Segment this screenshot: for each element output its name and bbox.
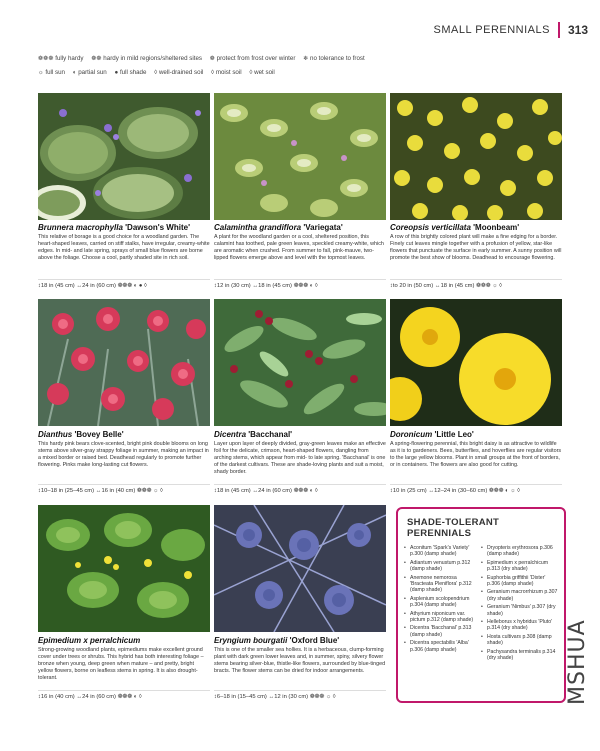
list-item: • Epimedium x perralchicum p.313 (dry shade) bbox=[481, 560, 558, 573]
plant-name bbox=[38, 223, 210, 233]
plant-name bbox=[38, 430, 210, 440]
plant-stats: ↕18 in (45 cm) ↔24 in (60 cm) ❁❁❁ ◐ ● ◊ bbox=[38, 279, 210, 289]
plant-genus: Brunnera macrophylla bbox=[38, 223, 123, 232]
entry-epimedium bbox=[38, 636, 210, 682]
plant-stats: ↕16 in (40 cm) ↔24 in (60 cm) ❁❁❁ ◐ ◊ bbox=[38, 690, 210, 700]
list-item: • Athyrium niponicum var. pictum p.312 (damp shade) bbox=[404, 611, 481, 624]
entry-calamintha bbox=[214, 223, 386, 262]
list-item: • Aconitum 'Spark's Variety' p.300 (damp shade) bbox=[404, 545, 481, 558]
list-item: • Dicentra spectabilis 'Alba' p.306 (damp shade) bbox=[404, 640, 481, 653]
plant-stats: ↕10 in (25 cm) ↔12–24 in (30–60 cm) ❁❁❁ ◐ ☼ ◊ bbox=[390, 484, 562, 494]
list-item: • Pachysandra terminalis p.314 (dry shade) bbox=[481, 649, 558, 662]
key-full-sun: ☼ full sun bbox=[38, 69, 65, 76]
key-wet-soil: ◊ wet soil bbox=[249, 69, 275, 76]
list-item: • Asplenium scolopendrium p.304 (damp shade) bbox=[404, 596, 481, 609]
plant-cultivar: 'Moonbeam' bbox=[473, 223, 520, 232]
coreopsis-photo bbox=[390, 93, 562, 220]
entry-doronicum bbox=[390, 430, 562, 469]
plant-stats: ↕to 20 in (50 cm) ↔18 in (45 cm) ❁❁❁ ☼ ◊ bbox=[390, 279, 562, 289]
plant-genus: Doronicum bbox=[390, 430, 433, 439]
epimedium-photo bbox=[38, 505, 210, 632]
dianthus-photo bbox=[38, 299, 210, 426]
panel-columns bbox=[398, 545, 564, 664]
list-item: • Anemone nemorosa 'Bracteata Pleniflora' p.312 (damp shade) bbox=[404, 575, 481, 594]
plant-description: Strong-growing woodland plants, epimediums make excellent ground cover under trees or shrubs. This hybrid has both interesting foliage – bronze when young, deep green when mature – and pretty, bright yellow flowers, borne on leafless stems in spring. It is also drought-tolerant. bbox=[38, 647, 204, 682]
shade-tolerant-panel bbox=[396, 507, 566, 703]
plant-name bbox=[214, 223, 386, 233]
entry-dicentra bbox=[214, 430, 386, 476]
key-hardy-mild: ❁❁ hardy in mild regions/sheltered sites bbox=[91, 55, 203, 62]
plant-description: This is one of the smaller sea hollies. It is a herbaceous, clump-forming plant with dark green lower leaves and, in summer, spiny, silvery flower stems bearing silver-blue, thistle-like flowers, surrounded by blue-tinged bracts. The flower stems can be dried for indoor arrangements. bbox=[214, 647, 386, 675]
key-full-shade: ● full shade bbox=[114, 69, 147, 76]
plant-description: This relative of borage is a good choice for a woodland garden. The heart-shaped leaves, carried on stiff stalks, have irregular, creamy-white edges. In mid- and late spring, sprays of small blue flowers are borne above the foliage. Choose a cool, partly shaded site in rich soil. bbox=[38, 234, 210, 262]
panel-list-left bbox=[404, 545, 481, 664]
watermark: MSHUA bbox=[565, 619, 590, 705]
list-item: • Dicentra 'Bacchanal' p.313 (damp shade) bbox=[404, 625, 481, 638]
entry-dianthus bbox=[38, 430, 210, 469]
brunnera-photo bbox=[38, 93, 210, 220]
plant-name bbox=[390, 430, 562, 440]
plant-description: Layer upon layer of deeply divided, gray-green leaves make an effective foil for the delicate, crimson, heart-shaped flowers, dangling from arching stems, which appear from mid- to late spring. 'Bacchanal' is one of the darkest cultivars. These are shade-loving plants and suit a moist, shady border. bbox=[214, 441, 386, 476]
plant-cultivar: 'Oxford Blue' bbox=[289, 636, 340, 645]
list-item: • Dryopteris erythrosora p.306 (damp shade) bbox=[481, 545, 558, 558]
key-fully-hardy: ❁❁❁ fully hardy bbox=[38, 55, 84, 62]
entry-eryngium bbox=[214, 636, 386, 675]
doronicum-photo bbox=[390, 299, 562, 426]
plant-cultivar: 'Little Leo' bbox=[434, 430, 474, 439]
plant-name bbox=[38, 636, 210, 646]
plant-genus: Coreopsis verticillata bbox=[390, 223, 471, 232]
key-well-drained: ◊ well-drained soil bbox=[154, 69, 204, 76]
entry-brunnera bbox=[38, 223, 210, 262]
plant-description: A row of this brightly colored plant will make a fine edging for a border. Finely cut leaves mingle together with a profusion of yellow, star-like flowers that punctuate the surface in early summer. A sunny position will promote the best show of blooms. Deadhead to encourage flowering. bbox=[390, 234, 562, 262]
plant-genus: Eryngium bourgatii bbox=[214, 636, 288, 645]
section-title: SMALL PERENNIALS bbox=[433, 24, 550, 36]
key-protect-frost: ❁ protect from frost over winter bbox=[209, 55, 296, 62]
list-item: • Geranium macrorrhizum p.307 (dry shade) bbox=[481, 589, 558, 602]
plant-cultivar: 'Bacchanal' bbox=[248, 430, 293, 439]
watermark-wrap bbox=[565, 619, 600, 730]
plant-name bbox=[390, 223, 562, 233]
plant-stats: ↕6–18 in (15–45 cm) ↔12 in (30 cm) ❁❁❁ ☼ ◊ bbox=[214, 690, 386, 700]
plant-cultivar: 'Dawson's White' bbox=[125, 223, 190, 232]
calamintha-photo bbox=[214, 93, 386, 220]
plant-genus: Calamintha grandiflora bbox=[214, 223, 302, 232]
panel-title: SHADE-TOLERANT PERENNIALS bbox=[407, 517, 500, 539]
symbol-key bbox=[38, 52, 558, 80]
plant-genus: Dianthus bbox=[38, 430, 73, 439]
plant-stats: ↕10–18 in (25–45 cm) ↔16 in (40 cm) ❁❁❁ ☼ ◊ bbox=[38, 484, 210, 494]
plant-description: A spring-flowering perennial, this bright daisy is as attractive to wildlife as it is to gardeners. Bees, butterflies, and hoverflies are regular visitors to the large yellow blooms. Plant in small groups at the front of borders, or in containers. The flowers are also good for cutting. bbox=[390, 441, 562, 469]
plant-name bbox=[214, 430, 386, 440]
plant-name bbox=[214, 636, 386, 646]
entry-coreopsis bbox=[390, 223, 562, 262]
header-divider bbox=[558, 22, 560, 38]
plant-cultivar: 'Variegata' bbox=[303, 223, 343, 232]
plant-cultivar: 'Bovey Belle' bbox=[74, 430, 124, 439]
list-item: • Geranium 'Nimbus' p.307 (dry shade) bbox=[481, 604, 558, 617]
plant-stats: ↕12 in (30 cm) ↔18 in (45 cm) ❁❁❁ ◐ ◊ bbox=[214, 279, 386, 289]
plant-stats: ↕18 in (45 cm) ↔24 in (60 cm) ❁❁❁ ◐ ◊ bbox=[214, 484, 386, 494]
eryngium-photo bbox=[214, 505, 386, 632]
list-item: • Euphorbia griffithii 'Dixter' p.306 (damp shade) bbox=[481, 575, 558, 588]
key-partial-sun: ◐ partial sun bbox=[72, 69, 107, 76]
list-item: • Helleborus x hybridus 'Pluto' p.314 (dry shade) bbox=[481, 619, 558, 632]
key-line-conditions bbox=[38, 66, 558, 80]
plant-description: This hardy pink bears clove-scented, bright pink double blooms on long stems above silver-gray strappy foliage in summer, making an impact in a mixed border or raised bed. Deadhead regularly to promote further flowering. Pinks make long-lasting cut flowers. bbox=[38, 441, 209, 469]
list-item: • Hosta cultivars p.308 (damp shade) bbox=[481, 634, 558, 647]
panel-list-right bbox=[481, 545, 558, 664]
running-header bbox=[434, 22, 588, 38]
list-item: • Adiantum venustum p.312 (damp shade) bbox=[404, 560, 481, 573]
plant-genus: Dicentra bbox=[214, 430, 247, 439]
plant-description: A plant for the woodland garden or a cool, sheltered position, this calamint has toothed, pale green leaves, speckled creamy-white, which are aromatic when crushed. From summer to fall, pink-mauve, two-lipped flowers emerge above and level with the topmost leaves. bbox=[214, 234, 384, 262]
page-number: 313 bbox=[567, 23, 588, 37]
key-line-hardiness bbox=[38, 52, 558, 66]
dicentra-photo bbox=[214, 299, 386, 426]
plant-genus: Epimedium x perralchicum bbox=[38, 636, 141, 645]
key-no-frost: ❄ no tolerance to frost bbox=[303, 55, 365, 62]
key-moist-soil: ◊ moist soil bbox=[211, 69, 242, 76]
